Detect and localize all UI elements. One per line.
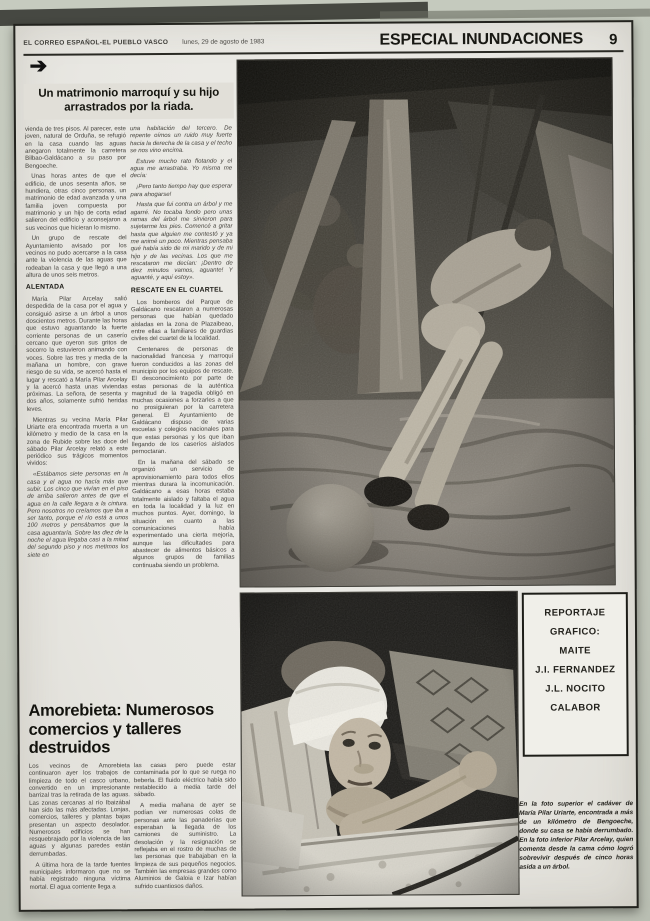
quote-paragraph: Hasta que fui contra un árbol y me agarré. No tocaba fondo pero unas ramas del árbol me sirvieron para sujetarme los pies. Comencé a gritar hasta que alguien me contestó y ya me animé un poco. Mientras pensaba qué había sido de mi marido y de mi hijo y de las vecinas. Los que me rescataron me decían: ¡Dentro de diez minutos vamos, aguante! Y aguanté, y aquí estoy». bbox=[130, 200, 233, 282]
masthead-spacer bbox=[264, 41, 379, 42]
paragraph: En la mañana del sábado se organizó un servicio de aprovisionamiento para todos ellos mientras durara la incomunicación. Galdácano a esas horas estaba totalmente aislado y faltaba el agua en toda la localidad y la luz en muchos puntos. Ayer, domingo, la situación en cuanto a las comunicaciones había experimentado una cierta mejoría, aunque las dificultades para abastecer de alimentos básicos a algunos grupos de familias continuaba siendo un problema. bbox=[132, 458, 235, 569]
credit-line: MAITE bbox=[559, 645, 591, 657]
page-number: 9 bbox=[609, 30, 618, 48]
credit-line: J.I. FERNANDEZ bbox=[535, 664, 616, 676]
subhead-alentada: ALENTADA bbox=[25, 283, 65, 292]
paragraph: vienda de tres pisos. Al parecer, este joven, natural de Orduña, se refugió en la casa cuando las aguas anegaron totalmente la carretera Bilbao-Galdácano a su paso por Bengoeche. bbox=[24, 125, 127, 170]
section-title: ESPECIAL INUNDACIONES bbox=[379, 30, 584, 49]
article1-column-1 bbox=[25, 125, 130, 710]
paragraph: Los vecinos de Amorebieta continuaron ayer los trabajos de limpieza de todo el casco urbano, convertido en un impresionante barrizal tras la retirada de las aguas. Las zonas cercanas al río Ibaizábal han sido las más afectadas. Lonjas, comercios, talleres y plantas bajas presentan un aspecto desolador. Numerosos edificios se han resquebrajado por la violencia de las aguas y algunas paredes están derrumbadas. bbox=[28, 762, 131, 858]
photo-caption: En la foto superior el cadáver de María Pilar Uriarte, encontrada a más de un kilómetro de Bengoeche, donde su casa se había derrumbado. En la foto inferior Pilar Arcelay, quien comenta desde la cama cómo logró sobrevivir después de cinco horas asida a un árbol. bbox=[519, 800, 634, 871]
quote-paragraph: una habitación del tercero. De repente oímos un ruido muy fuerte hacia la derecha de la casa y el techo se nos vino encima. bbox=[129, 124, 233, 155]
article2-column-1 bbox=[29, 762, 131, 908]
photo-survivor-in-bed bbox=[240, 591, 520, 897]
paragraph: Un grupo de rescate del Ayuntamiento avisado por los vecinos no pudo acercarse a la casa ante la violencia de las aguas que rodeaban la casa y que llegó a una altura de unos seis metros. bbox=[25, 234, 127, 279]
quote-paragraph: Estuve mucho rato flotando y el agua me arrastraba. Yo misma me decía: bbox=[130, 157, 233, 180]
quote-paragraph: ¡Pero tanto tiempo hay que esperar para ahogarse! bbox=[130, 182, 233, 198]
paragraph: Los bomberos del Parque de Galdácano rescataron a numerosas personas que habían quedado aisladas en la zona de Plazaibeao, entre ellas a familiares de guardias civiles del cuartel de la localidad. bbox=[131, 298, 234, 343]
photo-credit-box bbox=[522, 592, 629, 757]
scan-edge-shadow-light bbox=[380, 9, 650, 20]
newspaper-page bbox=[13, 20, 638, 912]
issue-date: lunes, 29 de agosto de 1983 bbox=[182, 37, 265, 46]
paragraph: Unas horas antes de que el edificio, de unos sesenta años, se hundiera, otras cinco personas, un matrimonio de edad avanzada y una familia joven compuesta por matrimonio y un hijo de corta edad salieron del edificio y aconsejaron a sus vecinos que hicieran lo mismo. bbox=[25, 172, 127, 232]
article2-headline: Amorebieta: Numerosos comercios y talleres destruidos bbox=[28, 700, 214, 758]
credit-line: GRAFICO: bbox=[549, 626, 601, 638]
paragraph: A media mañana de ayer se podían ver numerosas colas de personas ante las panaderías que esperaban la llegada de los camiones de suministro. La desolación y la resignación se reflejaba en el rostro de muchas de las personas que trabajaban en la limpieza de sus pequeños negocios. También las empresas grandes como Aluminios de Galoia e Izar habían sufrido cuantiosos daños. bbox=[134, 801, 237, 890]
photo-flood-victim-debris bbox=[237, 57, 616, 587]
article1-headline: Un matrimonio marroquí y su hijo arrastrados por la riada. bbox=[24, 83, 234, 120]
paragraph: las casas pero puede estar contaminada por lo que se ruega no beberla. El fluido eléctrico había sido restablecido a media tarde del sábado. bbox=[133, 761, 236, 799]
credit-line: REPORTAJE bbox=[544, 607, 606, 619]
article1-column-2 bbox=[130, 125, 236, 710]
paragraph: A última hora de la tarde fuentes municipales informaron que no se había registrado ninguna víctima mortal. El agua corriente llega a bbox=[29, 860, 131, 891]
quote-paragraph: «Estábamos siete personas en la casa y el agua no hacía más que subir. Los cinco que vivían en el piso de arriba salieron antes de que el agua en la calle llegara a la cintura. Pero nosotros no creíamos que iba a ser tanto, porque el río está a unos 100 metros y pensábamos que la casa aguantaría. Sobre las diez de la noche el agua llegaba casi a la mitad del segundo piso y nos metimos los siete en bbox=[27, 470, 129, 559]
paragraph: Mientras su vecina María Pilar Uriarte era encontrada muerta a un kilómetro y medio de la casa en la zona de Rubide sobre las doce del sábado Pilar Arcelay relató a este periódico sus trágicos momentos vividos: bbox=[26, 415, 128, 468]
subhead-rescate: RESCATE EN EL CUARTEL bbox=[130, 286, 224, 294]
article2-column-2 bbox=[134, 762, 237, 908]
paragraph: María Pilar Arcelay salió despedida de la casa por el agua y consiguió asirse a un árbol a unos doscientos metros. Durante las horas que estuvo aguantando la fuerte corriente personas de un caserío cercano que oyeron sus gritos de socorro la estuvieron animando con voces. Sobre las tres y media de la mañana un hombre, con grave riesgo de su vida, se acercó hasta el lugar y rescató a María Pilar Arcelay y la acercó hasta unas viviendas próximas. La señora, de sesenta y dos años, solamente sufrió heridas leves. bbox=[25, 295, 128, 413]
masthead-row bbox=[23, 28, 623, 56]
credit-line: CALABOR bbox=[550, 702, 601, 714]
story-jump-arrow-icon: ➔ bbox=[29, 54, 48, 78]
paragraph: Centenares de personas de nacionalidad francesa y marroquí fueron conducidos a las zonas del municipio por los equipos de rescate. El desconocimiento por parte de estas personas de la auténtica magnitud de la tragedia obligó en muchas ocasiones a forzarles a que no prosiguieran por la carretera general. El Ayuntamiento de Galdácano dispuso de varias escuelas y colegios nacionales para que estas personas y los que iban llegando de los caseríos aislados pernoctaran. bbox=[131, 345, 234, 456]
credit-line: J.L. NOCITO bbox=[545, 683, 606, 695]
newspaper-name: EL CORREO ESPAÑOL-EL PUEBLO VASCO bbox=[23, 38, 169, 47]
